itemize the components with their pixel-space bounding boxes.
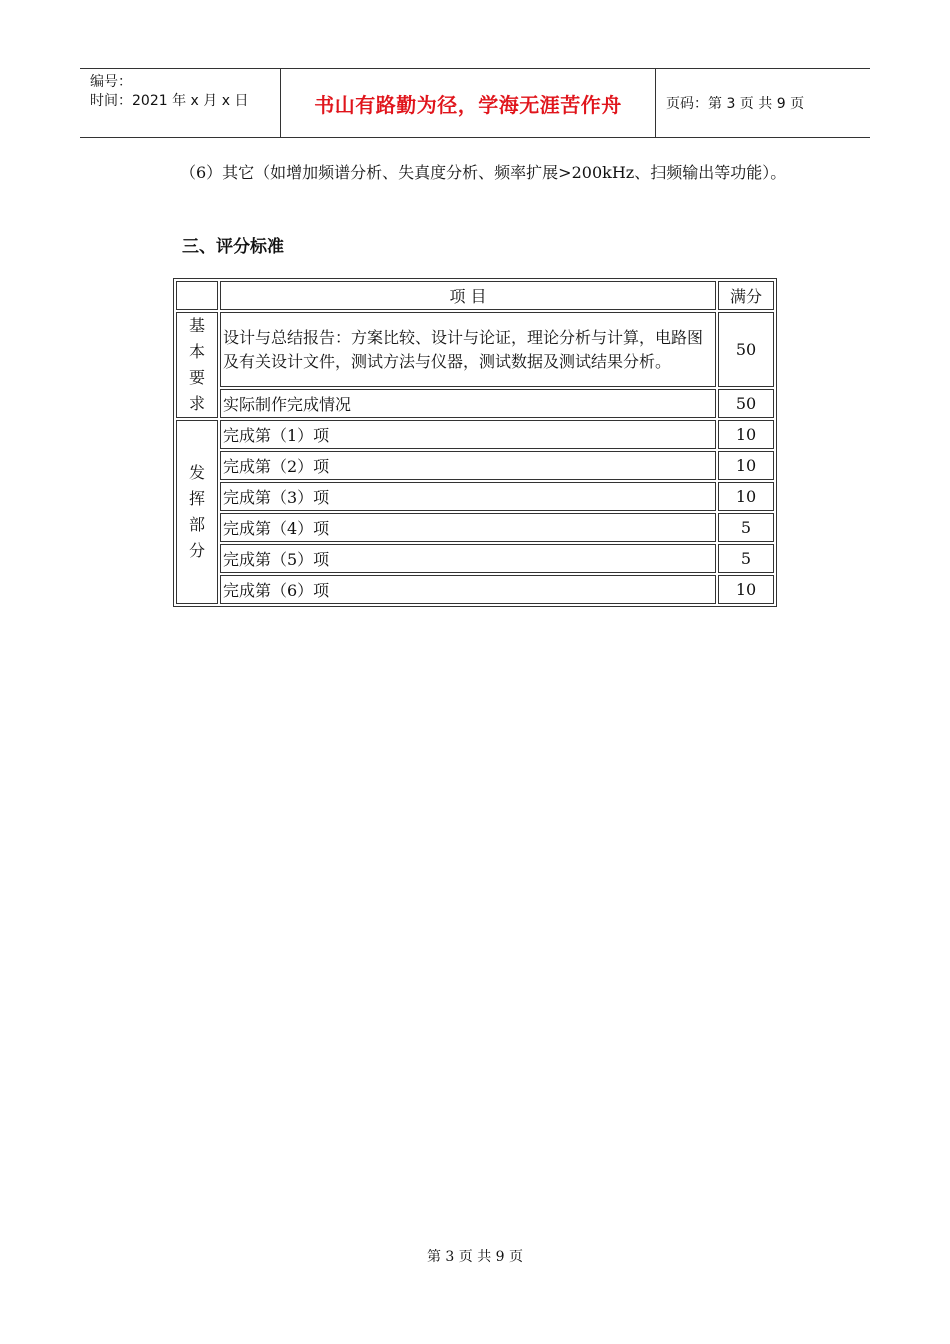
time-label: 时间：2021 年 x 月 x 日 [90,93,249,109]
header-item: 项 目 [220,281,716,310]
number-label: 编号： [90,74,132,90]
row-item: 完成第（4）项 [220,513,716,542]
row-item: 实际制作完成情况 [220,389,716,418]
row-score: 5 [718,513,774,542]
row-score: 50 [718,389,774,418]
table-row [176,389,774,418]
row-item: 完成第（3）项 [220,482,716,511]
header-meta [80,69,280,137]
table-row [176,420,774,449]
row-item: 完成第（6）项 [220,575,716,604]
header-page-label: 页码：第 3 页 共 9 页 [666,96,805,112]
page-footer: 第 3 页 共 9 页 [426,1249,524,1265]
row-score: 50 [718,312,774,387]
header-motto: 书山有路勤为径，学海无涯苦作舟 [280,69,656,137]
scoring-table [173,278,777,607]
section-title: 三、评分标准 [182,237,284,257]
table-row [176,312,774,387]
category-extension: 发 挥 部 分 [176,420,218,604]
table-row [176,513,774,542]
row-score: 10 [718,482,774,511]
row-item: 完成第（2）项 [220,451,716,480]
table-row [176,575,774,604]
table-row [176,451,774,480]
row-score: 5 [718,544,774,573]
row-score: 10 [718,420,774,449]
row-item: 完成第（5）项 [220,544,716,573]
table-row [176,544,774,573]
paragraph-other-features: （6）其它（如增加频谱分析、失真度分析、频率扩展>200kHz、扫频输出等功能）。 [180,163,787,182]
row-item: 设计与总结报告：方案比较、设计与论证，理论分析与计算，电路图及有关设计文件，测试方法与仪器，测试数据及测试结果分析。 [220,312,716,387]
header-score: 满分 [718,281,774,310]
row-score: 10 [718,451,774,480]
row-score: 10 [718,575,774,604]
header-empty-cell [176,281,218,310]
category-basic: 基 本 要 求 [176,312,218,418]
page-header [80,68,870,138]
table-header-row [176,281,774,310]
table-row [176,482,774,511]
row-item: 完成第（1）项 [220,420,716,449]
